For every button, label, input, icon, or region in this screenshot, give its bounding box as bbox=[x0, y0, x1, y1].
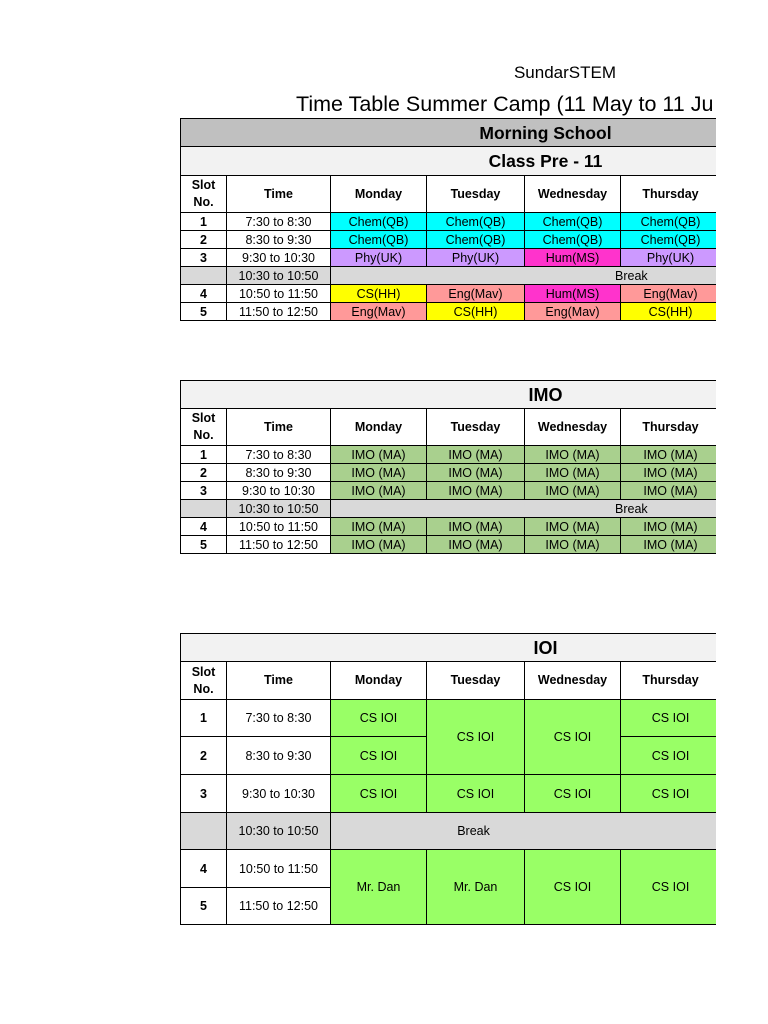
tuesday-header: Tuesday bbox=[427, 176, 525, 213]
class-cell: Phy(UK) bbox=[331, 249, 427, 267]
imo-table bbox=[180, 380, 721, 554]
page-edge bbox=[716, 0, 768, 1024]
slot-cell: 5 bbox=[181, 536, 227, 554]
slot-cell: 4 bbox=[181, 285, 227, 303]
class-cell: Chem(QB) bbox=[525, 213, 621, 231]
time-cell: 7:30 to 8:30 bbox=[227, 213, 331, 231]
thursday-header: Thursday bbox=[621, 409, 721, 446]
slot-header: Slot No. bbox=[181, 662, 227, 700]
slot-cell: 5 bbox=[181, 888, 227, 925]
table-row bbox=[181, 464, 721, 482]
class-cell: Chem(QB) bbox=[427, 213, 525, 231]
time-cell: 9:30 to 10:30 bbox=[227, 775, 331, 813]
time-header: Time bbox=[227, 409, 331, 446]
time-cell: 9:30 to 10:30 bbox=[227, 249, 331, 267]
class-cell: IMO (MA) bbox=[525, 482, 621, 500]
thursday-header: Thursday bbox=[621, 176, 721, 213]
wednesday-header: Wednesday bbox=[525, 662, 621, 700]
section-title: IOI bbox=[181, 634, 721, 662]
class-cell: CS(HH) bbox=[331, 285, 427, 303]
time-cell: 10:50 to 11:50 bbox=[227, 850, 331, 888]
slot-cell: 4 bbox=[181, 518, 227, 536]
class-cell: IMO (MA) bbox=[621, 482, 721, 500]
slot-header: Slot No. bbox=[181, 176, 227, 213]
table-row bbox=[181, 249, 721, 267]
slot-cell: 2 bbox=[181, 231, 227, 249]
table-row bbox=[181, 850, 721, 888]
slot-cell: 2 bbox=[181, 737, 227, 775]
class-cell: CS IOI bbox=[621, 775, 721, 813]
class-cell: CS IOI bbox=[621, 737, 721, 775]
table-row bbox=[181, 482, 721, 500]
time-header: Time bbox=[227, 176, 331, 213]
class-cell: Chem(QB) bbox=[331, 213, 427, 231]
time-cell: 10:30 to 10:50 bbox=[227, 813, 331, 850]
class-cell: IMO (MA) bbox=[621, 446, 721, 464]
class-cell: IMO (MA) bbox=[331, 536, 427, 554]
table-row bbox=[181, 303, 721, 321]
time-cell: 8:30 to 9:30 bbox=[227, 737, 331, 775]
slot-cell: 2 bbox=[181, 464, 227, 482]
class-cell: Chem(QB) bbox=[331, 231, 427, 249]
break-cell: Break bbox=[331, 500, 721, 518]
class-cell: Chem(QB) bbox=[525, 231, 621, 249]
class-cell: Phy(UK) bbox=[427, 249, 525, 267]
class-cell: CS IOI bbox=[525, 850, 621, 925]
time-cell: 11:50 to 12:50 bbox=[227, 303, 331, 321]
class-cell: IMO (MA) bbox=[331, 446, 427, 464]
class-cell: IMO (MA) bbox=[525, 518, 621, 536]
time-cell: 9:30 to 10:30 bbox=[227, 482, 331, 500]
class-cell: Phy(UK) bbox=[621, 249, 721, 267]
class-cell: CS IOI bbox=[621, 700, 721, 737]
section-title: IMO bbox=[181, 381, 721, 409]
page-title: Time Table Summer Camp (11 May to 11 Ju bbox=[296, 92, 714, 116]
time-cell: 10:30 to 10:50 bbox=[227, 267, 331, 285]
slot-cell bbox=[181, 813, 227, 850]
wednesday-header: Wednesday bbox=[525, 409, 621, 446]
class-cell: CS IOI bbox=[331, 737, 427, 775]
class-cell: IMO (MA) bbox=[331, 518, 427, 536]
class-cell: IMO (MA) bbox=[427, 536, 525, 554]
time-cell: 10:50 to 11:50 bbox=[227, 285, 331, 303]
table-row bbox=[181, 285, 721, 303]
class-cell: CS IOI bbox=[331, 700, 427, 737]
class-cell: IMO (MA) bbox=[427, 446, 525, 464]
section-title: Morning School bbox=[181, 119, 721, 147]
class-cell: Mr. Dan bbox=[427, 850, 525, 925]
organization-name: SundarSTEM bbox=[513, 63, 617, 82]
class-cell: IMO (MA) bbox=[331, 464, 427, 482]
class-cell: Eng(Mav) bbox=[331, 303, 427, 321]
class-cell: CS IOI bbox=[331, 775, 427, 813]
class-cell: Hum(MS) bbox=[525, 249, 621, 267]
slot-cell: 3 bbox=[181, 482, 227, 500]
monday-header: Monday bbox=[331, 409, 427, 446]
slot-cell: 4 bbox=[181, 850, 227, 888]
class-cell: Eng(Mav) bbox=[427, 285, 525, 303]
class-cell: CS IOI bbox=[525, 775, 621, 813]
class-cell: IMO (MA) bbox=[525, 536, 621, 554]
time-header: Time bbox=[227, 662, 331, 700]
slot-cell: 1 bbox=[181, 700, 227, 737]
class-cell: IMO (MA) bbox=[525, 446, 621, 464]
class-cell: IMO (MA) bbox=[427, 518, 525, 536]
ioi-table bbox=[180, 633, 721, 925]
table-row bbox=[181, 518, 721, 536]
class-cell: Chem(QB) bbox=[427, 231, 525, 249]
class-cell: Chem(QB) bbox=[621, 213, 721, 231]
class-cell: CS IOI bbox=[621, 850, 721, 925]
slot-cell bbox=[181, 267, 227, 285]
class-cell: CS(HH) bbox=[621, 303, 721, 321]
monday-header: Monday bbox=[331, 176, 427, 213]
class-cell: Chem(QB) bbox=[621, 231, 721, 249]
break-row bbox=[181, 500, 721, 518]
class-cell: IMO (MA) bbox=[621, 518, 721, 536]
tuesday-header: Tuesday bbox=[427, 409, 525, 446]
class-cell: Hum(MS) bbox=[525, 285, 621, 303]
break-row bbox=[181, 267, 721, 285]
thursday-header: Thursday bbox=[621, 662, 721, 700]
table-row bbox=[181, 775, 721, 813]
table-row bbox=[181, 446, 721, 464]
class-cell: IMO (MA) bbox=[621, 536, 721, 554]
monday-header: Monday bbox=[331, 662, 427, 700]
time-cell: 11:50 to 12:50 bbox=[227, 888, 331, 925]
class-cell: CS(HH) bbox=[427, 303, 525, 321]
class-cell: IMO (MA) bbox=[621, 464, 721, 482]
time-cell: 8:30 to 9:30 bbox=[227, 464, 331, 482]
class-cell: Eng(Mav) bbox=[621, 285, 721, 303]
slot-header: Slot No. bbox=[181, 409, 227, 446]
class-cell: CS IOI bbox=[427, 700, 525, 775]
break-row bbox=[181, 813, 721, 850]
table-row bbox=[181, 213, 721, 231]
time-cell: 10:30 to 10:50 bbox=[227, 500, 331, 518]
class-cell: IMO (MA) bbox=[427, 482, 525, 500]
slot-cell: 1 bbox=[181, 213, 227, 231]
time-cell: 11:50 to 12:50 bbox=[227, 536, 331, 554]
class-title: Class Pre - 11 bbox=[181, 147, 721, 176]
table-row bbox=[181, 231, 721, 249]
time-cell: 7:30 to 8:30 bbox=[227, 700, 331, 737]
slot-cell bbox=[181, 500, 227, 518]
table-row bbox=[181, 700, 721, 737]
slot-cell: 3 bbox=[181, 775, 227, 813]
class-cell: CS IOI bbox=[427, 775, 525, 813]
class-cell: IMO (MA) bbox=[331, 482, 427, 500]
tuesday-header: Tuesday bbox=[427, 662, 525, 700]
slot-cell: 1 bbox=[181, 446, 227, 464]
class-cell: IMO (MA) bbox=[427, 464, 525, 482]
slot-cell: 3 bbox=[181, 249, 227, 267]
time-cell: 10:50 to 11:50 bbox=[227, 518, 331, 536]
class-cell: CS IOI bbox=[525, 700, 621, 775]
break-cell: Break bbox=[331, 813, 721, 850]
table-row bbox=[181, 536, 721, 554]
morning-school-table bbox=[180, 118, 721, 321]
class-cell: Eng(Mav) bbox=[525, 303, 621, 321]
class-cell: Mr. Dan bbox=[331, 850, 427, 925]
time-cell: 7:30 to 8:30 bbox=[227, 446, 331, 464]
break-cell: Break bbox=[331, 267, 721, 285]
slot-cell: 5 bbox=[181, 303, 227, 321]
time-cell: 8:30 to 9:30 bbox=[227, 231, 331, 249]
class-cell: IMO (MA) bbox=[525, 464, 621, 482]
wednesday-header: Wednesday bbox=[525, 176, 621, 213]
